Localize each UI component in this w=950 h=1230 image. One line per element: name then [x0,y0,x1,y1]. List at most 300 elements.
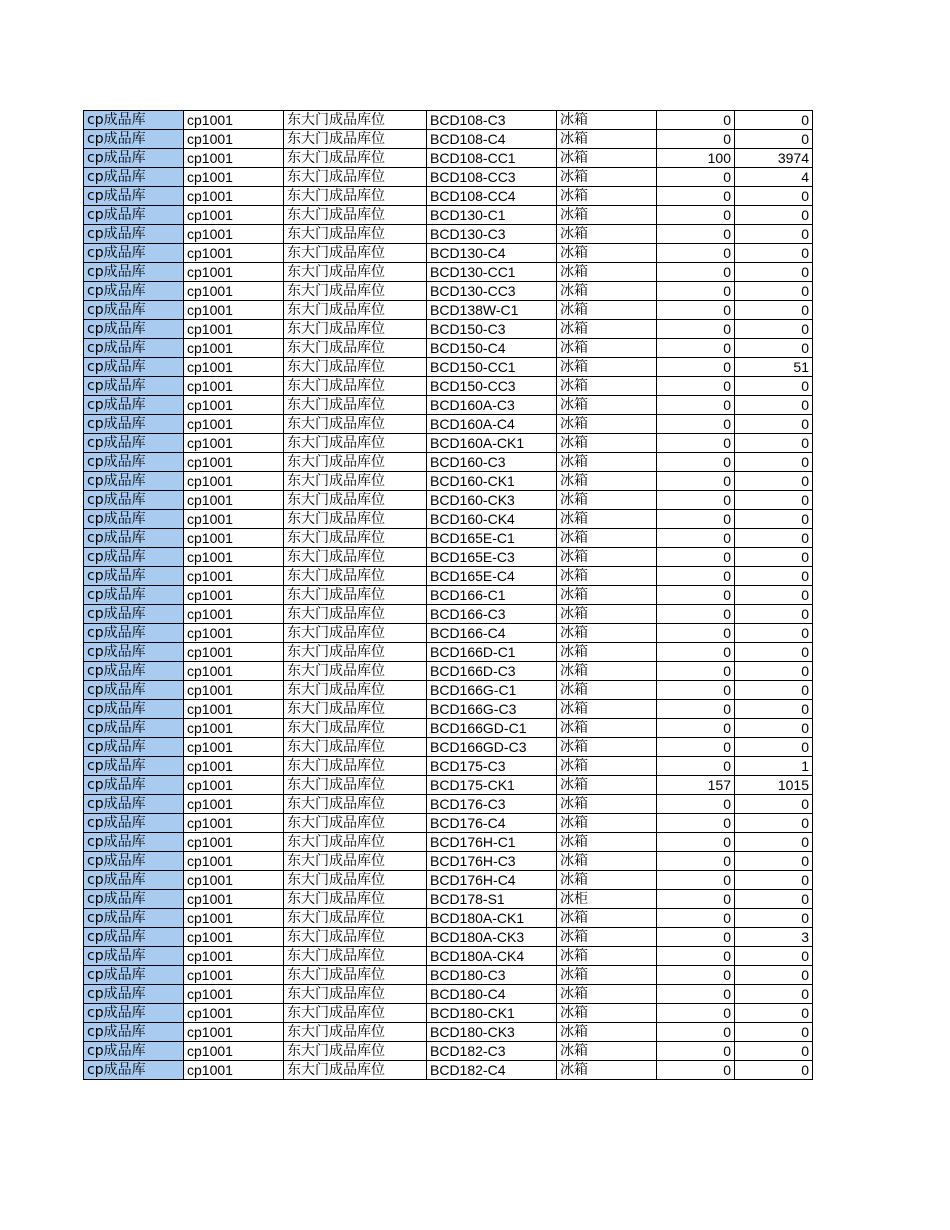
model-cell[interactable]: BCD108-C4 [427,130,557,149]
location-cell[interactable]: 东大门成品库位 [284,111,427,130]
qty-a-cell[interactable]: 0 [657,662,735,681]
model-cell[interactable]: BCD176H-C4 [427,871,557,890]
location-cell[interactable]: 东大门成品库位 [284,225,427,244]
location-cell[interactable]: 东大门成品库位 [284,966,427,985]
qty-b-cell[interactable]: 0 [735,985,813,1004]
qty-b-cell[interactable]: 0 [735,111,813,130]
warehouse-cell[interactable]: cp成品库 [84,567,184,586]
code-cell[interactable]: cp1001 [184,1004,284,1023]
qty-a-cell[interactable]: 0 [657,206,735,225]
category-cell[interactable]: 冰箱 [557,339,657,358]
qty-b-cell[interactable]: 0 [735,1004,813,1023]
model-cell[interactable]: BCD176-C3 [427,795,557,814]
location-cell[interactable]: 东大门成品库位 [284,1061,427,1080]
location-cell[interactable]: 东大门成品库位 [284,909,427,928]
category-cell[interactable]: 冰箱 [557,928,657,947]
category-cell[interactable]: 冰箱 [557,662,657,681]
model-cell[interactable]: BCD130-C3 [427,225,557,244]
model-cell[interactable]: BCD180A-CK3 [427,928,557,947]
qty-a-cell[interactable]: 0 [657,833,735,852]
qty-b-cell[interactable]: 0 [735,871,813,890]
qty-b-cell[interactable]: 0 [735,1023,813,1042]
qty-b-cell[interactable]: 0 [735,377,813,396]
model-cell[interactable]: BCD180A-CK1 [427,909,557,928]
warehouse-cell[interactable]: cp成品库 [84,510,184,529]
qty-a-cell[interactable]: 0 [657,358,735,377]
category-cell[interactable]: 冰箱 [557,681,657,700]
qty-b-cell[interactable]: 3974 [735,149,813,168]
qty-a-cell[interactable]: 0 [657,415,735,434]
qty-b-cell[interactable]: 0 [735,529,813,548]
code-cell[interactable]: cp1001 [184,111,284,130]
qty-a-cell[interactable]: 0 [657,852,735,871]
warehouse-cell[interactable]: cp成品库 [84,282,184,301]
model-cell[interactable]: BCD108-CC3 [427,168,557,187]
code-cell[interactable]: cp1001 [184,890,284,909]
qty-b-cell[interactable]: 0 [735,700,813,719]
model-cell[interactable]: BCD182-C4 [427,1061,557,1080]
location-cell[interactable]: 东大门成品库位 [284,434,427,453]
code-cell[interactable]: cp1001 [184,719,284,738]
warehouse-cell[interactable]: cp成品库 [84,415,184,434]
category-cell[interactable]: 冰箱 [557,472,657,491]
code-cell[interactable]: cp1001 [184,206,284,225]
code-cell[interactable]: cp1001 [184,263,284,282]
code-cell[interactable]: cp1001 [184,605,284,624]
code-cell[interactable]: cp1001 [184,662,284,681]
location-cell[interactable]: 东大门成品库位 [284,187,427,206]
warehouse-cell[interactable]: cp成品库 [84,453,184,472]
qty-a-cell[interactable]: 0 [657,947,735,966]
qty-b-cell[interactable]: 0 [735,1061,813,1080]
code-cell[interactable]: cp1001 [184,833,284,852]
model-cell[interactable]: BCD166G-C1 [427,681,557,700]
location-cell[interactable]: 东大门成品库位 [284,529,427,548]
qty-b-cell[interactable]: 0 [735,681,813,700]
category-cell[interactable]: 冰箱 [557,795,657,814]
qty-a-cell[interactable]: 157 [657,776,735,795]
code-cell[interactable]: cp1001 [184,130,284,149]
code-cell[interactable]: cp1001 [184,643,284,662]
category-cell[interactable]: 冰箱 [557,168,657,187]
code-cell[interactable]: cp1001 [184,795,284,814]
location-cell[interactable]: 东大门成品库位 [284,168,427,187]
category-cell[interactable]: 冰箱 [557,643,657,662]
warehouse-cell[interactable]: cp成品库 [84,301,184,320]
warehouse-cell[interactable]: cp成品库 [84,1023,184,1042]
category-cell[interactable]: 冰箱 [557,776,657,795]
code-cell[interactable]: cp1001 [184,244,284,263]
warehouse-cell[interactable]: cp成品库 [84,244,184,263]
warehouse-cell[interactable]: cp成品库 [84,643,184,662]
qty-a-cell[interactable]: 0 [657,453,735,472]
warehouse-cell[interactable]: cp成品库 [84,757,184,776]
model-cell[interactable]: BCD130-CC3 [427,282,557,301]
location-cell[interactable]: 东大门成品库位 [284,244,427,263]
qty-b-cell[interactable]: 0 [735,795,813,814]
warehouse-cell[interactable]: cp成品库 [84,814,184,833]
location-cell[interactable]: 东大门成品库位 [284,700,427,719]
qty-b-cell[interactable]: 0 [735,225,813,244]
code-cell[interactable]: cp1001 [184,396,284,415]
warehouse-cell[interactable]: cp成品库 [84,719,184,738]
qty-a-cell[interactable]: 0 [657,643,735,662]
qty-b-cell[interactable]: 0 [735,339,813,358]
location-cell[interactable]: 东大门成品库位 [284,472,427,491]
code-cell[interactable]: cp1001 [184,947,284,966]
code-cell[interactable]: cp1001 [184,700,284,719]
location-cell[interactable]: 东大门成品库位 [284,282,427,301]
code-cell[interactable]: cp1001 [184,358,284,377]
category-cell[interactable]: 冰箱 [557,225,657,244]
code-cell[interactable]: cp1001 [184,966,284,985]
code-cell[interactable]: cp1001 [184,776,284,795]
qty-b-cell[interactable]: 0 [735,263,813,282]
location-cell[interactable]: 东大门成品库位 [284,624,427,643]
location-cell[interactable]: 东大门成品库位 [284,890,427,909]
warehouse-cell[interactable]: cp成品库 [84,548,184,567]
location-cell[interactable]: 东大门成品库位 [284,833,427,852]
code-cell[interactable]: cp1001 [184,567,284,586]
qty-a-cell[interactable]: 0 [657,890,735,909]
code-cell[interactable]: cp1001 [184,548,284,567]
category-cell[interactable]: 冰箱 [557,111,657,130]
qty-b-cell[interactable]: 0 [735,396,813,415]
model-cell[interactable]: BCD180-C4 [427,985,557,1004]
code-cell[interactable]: cp1001 [184,1061,284,1080]
category-cell[interactable]: 冰箱 [557,909,657,928]
model-cell[interactable]: BCD160-CK4 [427,510,557,529]
model-cell[interactable]: BCD108-CC1 [427,149,557,168]
code-cell[interactable]: cp1001 [184,529,284,548]
category-cell[interactable]: 冰箱 [557,548,657,567]
model-cell[interactable]: BCD166D-C1 [427,643,557,662]
warehouse-cell[interactable]: cp成品库 [84,833,184,852]
model-cell[interactable]: BCD176-C4 [427,814,557,833]
warehouse-cell[interactable]: cp成品库 [84,225,184,244]
category-cell[interactable]: 冰箱 [557,624,657,643]
qty-a-cell[interactable]: 0 [657,586,735,605]
warehouse-cell[interactable]: cp成品库 [84,852,184,871]
category-cell[interactable]: 冰箱 [557,605,657,624]
model-cell[interactable]: BCD182-C3 [427,1042,557,1061]
category-cell[interactable]: 冰箱 [557,206,657,225]
model-cell[interactable]: BCD138W-C1 [427,301,557,320]
qty-b-cell[interactable]: 0 [735,472,813,491]
qty-b-cell[interactable]: 0 [735,301,813,320]
warehouse-cell[interactable]: cp成品库 [84,586,184,605]
category-cell[interactable]: 冰箱 [557,567,657,586]
model-cell[interactable]: BCD180-C3 [427,966,557,985]
category-cell[interactable]: 冰箱 [557,149,657,168]
location-cell[interactable]: 东大门成品库位 [284,1004,427,1023]
model-cell[interactable]: BCD130-C1 [427,206,557,225]
warehouse-cell[interactable]: cp成品库 [84,168,184,187]
warehouse-cell[interactable]: cp成品库 [84,966,184,985]
model-cell[interactable]: BCD160A-C3 [427,396,557,415]
warehouse-cell[interactable]: cp成品库 [84,358,184,377]
qty-a-cell[interactable]: 0 [657,244,735,263]
location-cell[interactable]: 东大门成品库位 [284,795,427,814]
qty-b-cell[interactable]: 0 [735,643,813,662]
warehouse-cell[interactable]: cp成品库 [84,738,184,757]
qty-a-cell[interactable]: 0 [657,548,735,567]
code-cell[interactable]: cp1001 [184,510,284,529]
category-cell[interactable]: 冰箱 [557,244,657,263]
warehouse-cell[interactable]: cp成品库 [84,377,184,396]
qty-b-cell[interactable]: 0 [735,510,813,529]
qty-a-cell[interactable]: 0 [657,339,735,358]
warehouse-cell[interactable]: cp成品库 [84,662,184,681]
category-cell[interactable]: 冰箱 [557,320,657,339]
qty-a-cell[interactable]: 0 [657,985,735,1004]
qty-b-cell[interactable]: 0 [735,814,813,833]
qty-a-cell[interactable]: 0 [657,225,735,244]
model-cell[interactable]: BCD166D-C3 [427,662,557,681]
qty-b-cell[interactable]: 1 [735,757,813,776]
location-cell[interactable]: 东大门成品库位 [284,719,427,738]
category-cell[interactable]: 冰箱 [557,1061,657,1080]
qty-a-cell[interactable]: 0 [657,282,735,301]
location-cell[interactable]: 东大门成品库位 [284,738,427,757]
location-cell[interactable]: 东大门成品库位 [284,491,427,510]
qty-a-cell[interactable]: 100 [657,149,735,168]
category-cell[interactable]: 冰箱 [557,491,657,510]
category-cell[interactable]: 冰箱 [557,377,657,396]
category-cell[interactable]: 冰箱 [557,263,657,282]
code-cell[interactable]: cp1001 [184,339,284,358]
qty-b-cell[interactable]: 0 [735,453,813,472]
warehouse-cell[interactable]: cp成品库 [84,130,184,149]
warehouse-cell[interactable]: cp成品库 [84,529,184,548]
model-cell[interactable]: BCD165E-C1 [427,529,557,548]
warehouse-cell[interactable]: cp成品库 [84,187,184,206]
qty-a-cell[interactable]: 0 [657,263,735,282]
warehouse-cell[interactable]: cp成品库 [84,396,184,415]
category-cell[interactable]: 冰箱 [557,852,657,871]
location-cell[interactable]: 东大门成品库位 [284,548,427,567]
location-cell[interactable]: 东大门成品库位 [284,149,427,168]
qty-a-cell[interactable]: 0 [657,605,735,624]
code-cell[interactable]: cp1001 [184,453,284,472]
location-cell[interactable]: 东大门成品库位 [284,358,427,377]
qty-b-cell[interactable]: 0 [735,1042,813,1061]
category-cell[interactable]: 冰箱 [557,1042,657,1061]
location-cell[interactable]: 东大门成品库位 [284,947,427,966]
code-cell[interactable]: cp1001 [184,472,284,491]
code-cell[interactable]: cp1001 [184,434,284,453]
qty-a-cell[interactable]: 0 [657,909,735,928]
warehouse-cell[interactable]: cp成品库 [84,947,184,966]
location-cell[interactable]: 东大门成品库位 [284,320,427,339]
warehouse-cell[interactable]: cp成品库 [84,909,184,928]
category-cell[interactable]: 冰箱 [557,415,657,434]
model-cell[interactable]: BCD160A-C4 [427,415,557,434]
location-cell[interactable]: 东大门成品库位 [284,453,427,472]
category-cell[interactable]: 冰箱 [557,738,657,757]
model-cell[interactable]: BCD176H-C3 [427,852,557,871]
code-cell[interactable]: cp1001 [184,909,284,928]
model-cell[interactable]: BCD108-CC4 [427,187,557,206]
qty-a-cell[interactable]: 0 [657,681,735,700]
location-cell[interactable]: 东大门成品库位 [284,1023,427,1042]
qty-b-cell[interactable]: 0 [735,548,813,567]
code-cell[interactable]: cp1001 [184,301,284,320]
warehouse-cell[interactable]: cp成品库 [84,605,184,624]
category-cell[interactable]: 冰箱 [557,947,657,966]
location-cell[interactable]: 东大门成品库位 [284,130,427,149]
code-cell[interactable]: cp1001 [184,681,284,700]
location-cell[interactable]: 东大门成品库位 [284,643,427,662]
code-cell[interactable]: cp1001 [184,757,284,776]
qty-a-cell[interactable]: 0 [657,871,735,890]
warehouse-cell[interactable]: cp成品库 [84,1004,184,1023]
qty-a-cell[interactable]: 0 [657,738,735,757]
qty-a-cell[interactable]: 0 [657,111,735,130]
category-cell[interactable]: 冰箱 [557,719,657,738]
location-cell[interactable]: 东大门成品库位 [284,928,427,947]
code-cell[interactable]: cp1001 [184,149,284,168]
qty-b-cell[interactable]: 1015 [735,776,813,795]
model-cell[interactable]: BCD165E-C4 [427,567,557,586]
qty-a-cell[interactable]: 0 [657,434,735,453]
qty-b-cell[interactable]: 0 [735,434,813,453]
warehouse-cell[interactable]: cp成品库 [84,985,184,1004]
warehouse-cell[interactable]: cp成品库 [84,339,184,358]
code-cell[interactable]: cp1001 [184,928,284,947]
qty-a-cell[interactable]: 0 [657,1042,735,1061]
model-cell[interactable]: BCD180A-CK4 [427,947,557,966]
qty-b-cell[interactable]: 0 [735,719,813,738]
qty-a-cell[interactable]: 0 [657,567,735,586]
code-cell[interactable]: cp1001 [184,225,284,244]
location-cell[interactable]: 东大门成品库位 [284,871,427,890]
code-cell[interactable]: cp1001 [184,852,284,871]
warehouse-cell[interactable]: cp成品库 [84,472,184,491]
qty-b-cell[interactable]: 0 [735,909,813,928]
model-cell[interactable]: BCD180-CK1 [427,1004,557,1023]
code-cell[interactable]: cp1001 [184,1023,284,1042]
qty-b-cell[interactable]: 0 [735,890,813,909]
warehouse-cell[interactable]: cp成品库 [84,149,184,168]
qty-a-cell[interactable]: 0 [657,187,735,206]
code-cell[interactable]: cp1001 [184,985,284,1004]
location-cell[interactable]: 东大门成品库位 [284,681,427,700]
category-cell[interactable]: 冰箱 [557,871,657,890]
category-cell[interactable]: 冰箱 [557,358,657,377]
code-cell[interactable]: cp1001 [184,738,284,757]
qty-a-cell[interactable]: 0 [657,795,735,814]
location-cell[interactable]: 东大门成品库位 [284,301,427,320]
qty-a-cell[interactable]: 0 [657,966,735,985]
code-cell[interactable]: cp1001 [184,624,284,643]
category-cell[interactable]: 冰箱 [557,301,657,320]
qty-b-cell[interactable]: 51 [735,358,813,377]
warehouse-cell[interactable]: cp成品库 [84,700,184,719]
location-cell[interactable]: 东大门成品库位 [284,662,427,681]
model-cell[interactable]: BCD180-CK3 [427,1023,557,1042]
model-cell[interactable]: BCD166GD-C1 [427,719,557,738]
category-cell[interactable]: 冰箱 [557,1023,657,1042]
qty-b-cell[interactable]: 0 [735,130,813,149]
qty-b-cell[interactable]: 0 [735,662,813,681]
qty-a-cell[interactable]: 0 [657,529,735,548]
location-cell[interactable]: 东大门成品库位 [284,605,427,624]
code-cell[interactable]: cp1001 [184,168,284,187]
category-cell[interactable]: 冰箱 [557,434,657,453]
warehouse-cell[interactable]: cp成品库 [84,624,184,643]
qty-b-cell[interactable]: 0 [735,491,813,510]
qty-a-cell[interactable]: 0 [657,624,735,643]
warehouse-cell[interactable]: cp成品库 [84,928,184,947]
location-cell[interactable]: 东大门成品库位 [284,567,427,586]
code-cell[interactable]: cp1001 [184,871,284,890]
model-cell[interactable]: BCD160-C3 [427,453,557,472]
warehouse-cell[interactable]: cp成品库 [84,1042,184,1061]
model-cell[interactable]: BCD130-CC1 [427,263,557,282]
model-cell[interactable]: BCD150-C3 [427,320,557,339]
qty-a-cell[interactable]: 0 [657,1023,735,1042]
warehouse-cell[interactable]: cp成品库 [84,795,184,814]
location-cell[interactable]: 东大门成品库位 [284,339,427,358]
category-cell[interactable]: 冰箱 [557,833,657,852]
qty-a-cell[interactable]: 0 [657,719,735,738]
qty-a-cell[interactable]: 0 [657,396,735,415]
model-cell[interactable]: BCD160A-CK1 [427,434,557,453]
qty-b-cell[interactable]: 0 [735,624,813,643]
location-cell[interactable]: 东大门成品库位 [284,263,427,282]
warehouse-cell[interactable]: cp成品库 [84,111,184,130]
category-cell[interactable]: 冰箱 [557,814,657,833]
warehouse-cell[interactable]: cp成品库 [84,434,184,453]
warehouse-cell[interactable]: cp成品库 [84,871,184,890]
qty-b-cell[interactable]: 0 [735,187,813,206]
warehouse-cell[interactable]: cp成品库 [84,491,184,510]
warehouse-cell[interactable]: cp成品库 [84,681,184,700]
code-cell[interactable]: cp1001 [184,814,284,833]
qty-b-cell[interactable]: 0 [735,320,813,339]
model-cell[interactable]: BCD160-CK1 [427,472,557,491]
model-cell[interactable]: BCD130-C4 [427,244,557,263]
location-cell[interactable]: 东大门成品库位 [284,510,427,529]
category-cell[interactable]: 冰箱 [557,453,657,472]
warehouse-cell[interactable]: cp成品库 [84,890,184,909]
qty-b-cell[interactable]: 0 [735,567,813,586]
warehouse-cell[interactable]: cp成品库 [84,263,184,282]
category-cell[interactable]: 冰箱 [557,529,657,548]
location-cell[interactable]: 东大门成品库位 [284,985,427,1004]
qty-b-cell[interactable]: 0 [735,833,813,852]
model-cell[interactable]: BCD166-C3 [427,605,557,624]
qty-a-cell[interactable]: 0 [657,130,735,149]
warehouse-cell[interactable]: cp成品库 [84,206,184,225]
category-cell[interactable]: 冰箱 [557,966,657,985]
code-cell[interactable]: cp1001 [184,586,284,605]
code-cell[interactable]: cp1001 [184,415,284,434]
code-cell[interactable]: cp1001 [184,491,284,510]
qty-b-cell[interactable]: 0 [735,947,813,966]
category-cell[interactable]: 冰箱 [557,510,657,529]
model-cell[interactable]: BCD160-CK3 [427,491,557,510]
qty-b-cell[interactable]: 0 [735,852,813,871]
code-cell[interactable]: cp1001 [184,320,284,339]
model-cell[interactable]: BCD150-CC1 [427,358,557,377]
code-cell[interactable]: cp1001 [184,187,284,206]
category-cell[interactable]: 冰箱 [557,396,657,415]
model-cell[interactable]: BCD165E-C3 [427,548,557,567]
location-cell[interactable]: 东大门成品库位 [284,852,427,871]
qty-a-cell[interactable]: 0 [657,510,735,529]
